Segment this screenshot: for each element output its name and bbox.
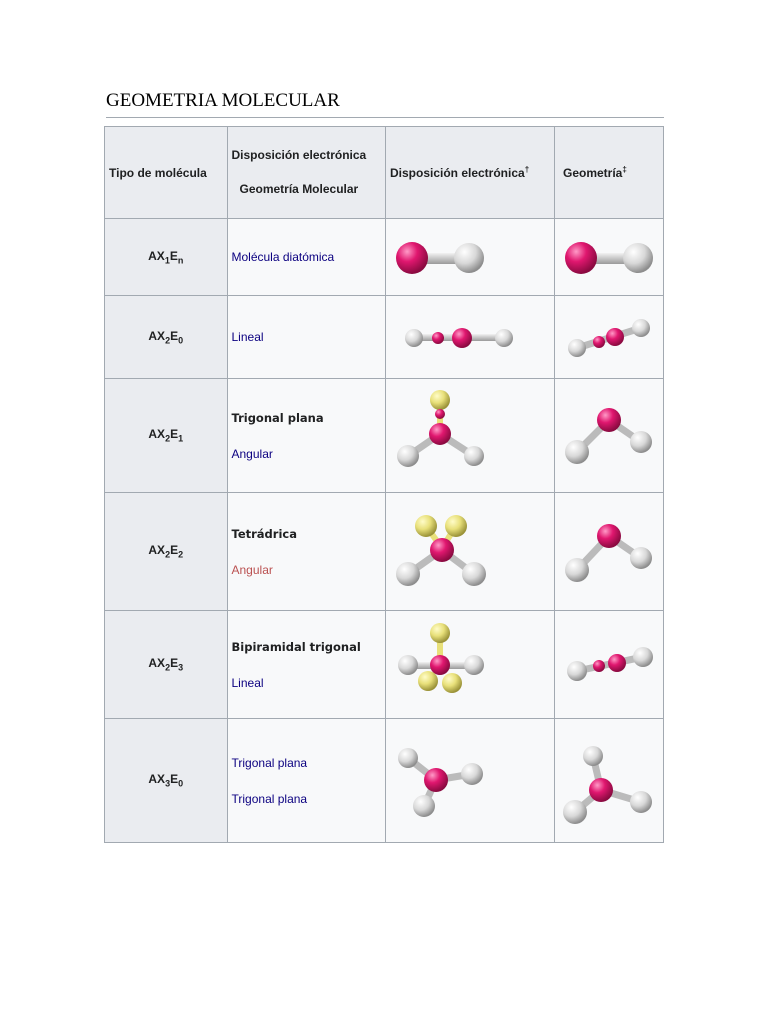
shape-label-bipiramidal-trigonal: Bipiramidal trigonal [231, 639, 361, 654]
description-cell [227, 296, 385, 379]
header-dispo-mark[interactable]: † [524, 165, 530, 174]
geometry-image [554, 719, 663, 843]
page-title: GEOMETRIA MOLECULAR [106, 90, 664, 118]
header-dispo-line1: Disposición electrónica [231, 148, 367, 162]
link-trigonal-plana[interactable]: Trigonal plana [231, 755, 308, 770]
electron-arrangement-image [385, 219, 554, 296]
molecule-model-trigonal-planar-geometry [559, 726, 659, 836]
link-lineal-2[interactable]: Lineal [231, 675, 264, 690]
header-dispo-line2: Geometría Molecular [239, 182, 359, 196]
molecule-model-trigonal-bipyramidal [390, 617, 550, 713]
molecular-geometry-table [104, 126, 664, 843]
table-row [105, 379, 664, 493]
electron-arrangement-image [385, 296, 554, 379]
geometry-image [554, 296, 663, 379]
molecule-model-linear-geometry-2 [559, 617, 659, 713]
link-angular[interactable]: Angular [231, 446, 273, 461]
molecule-type: $AX_2E_1$ [105, 379, 228, 493]
geometry-image [554, 379, 663, 493]
molecule-model-trigonal-planar-ax3 [390, 726, 550, 836]
molecule-model-bent-geometry-2 [559, 500, 659, 604]
link-angular-red[interactable]: Angular [231, 562, 273, 577]
description-cell [227, 611, 385, 719]
molecule-type: $AX_2E_2$ [105, 493, 228, 611]
header-geom-mark[interactable]: ‡ [622, 165, 627, 174]
header-dispo [385, 127, 554, 219]
molecule-type: $AX_2E_3$ [105, 611, 228, 719]
molecule-type: $AX_1E_n$ [105, 219, 228, 296]
shape-label-trigonal-plana: Trigonal plana [231, 410, 324, 425]
electron-arrangement-image [385, 719, 554, 843]
description-cell [227, 493, 385, 611]
header-dispo-geom [227, 127, 385, 219]
molecule-model-linear [390, 302, 550, 372]
table-header-row [105, 127, 664, 219]
molecule-type: $AX_2E_0$ [105, 296, 228, 379]
description-cell [227, 379, 385, 493]
description-cell [227, 719, 385, 843]
molecule-model-diatomic-geometry [559, 222, 659, 292]
table-row [105, 219, 664, 296]
link-trigonal-plana-2[interactable]: Trigonal plana [231, 791, 308, 806]
description-cell [227, 219, 385, 296]
geometry-image [554, 611, 663, 719]
electron-arrangement-image [385, 493, 554, 611]
link-molecula-diatomica[interactable]: Molécula diatómica [231, 250, 335, 264]
table-row [105, 493, 664, 611]
molecule-model-bent-geometry [559, 386, 659, 486]
geometry-image [554, 493, 663, 611]
table-row [105, 719, 664, 843]
link-lineal[interactable]: Lineal [231, 330, 264, 344]
header-dispo-label: Disposición electrónica [389, 166, 525, 180]
molecule-model-linear-geometry [559, 302, 659, 372]
molecule-model-tetrahedral [390, 500, 550, 604]
header-geom [554, 127, 663, 219]
electron-arrangement-image [385, 611, 554, 719]
electron-arrangement-image [385, 379, 554, 493]
header-geom-label: Geometría [562, 166, 623, 180]
table-row [105, 296, 664, 379]
geometry-image [554, 219, 663, 296]
molecule-type: $AX_3E_0$ [105, 719, 228, 843]
table-row [105, 611, 664, 719]
shape-label-tetradrica: Tetrádrica [231, 526, 297, 541]
header-tipo: Tipo de molécula [105, 127, 228, 219]
molecule-model-trigonal-planar [390, 386, 550, 486]
molecule-model-diatomic [390, 222, 550, 292]
